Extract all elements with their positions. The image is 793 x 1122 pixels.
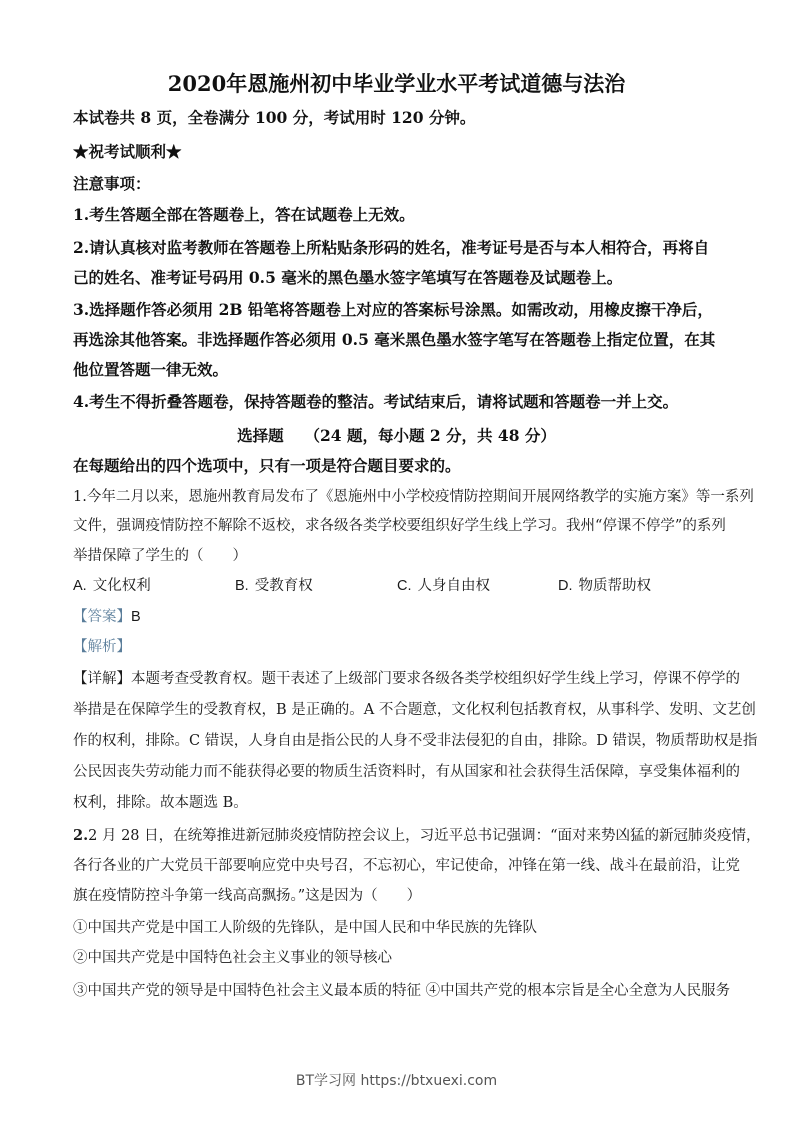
option-text: 文化权利 (92, 578, 151, 594)
question-2-line: 旗在疫情防控斗争第一线高高飘扬。”这是因为（ ） (73, 888, 422, 904)
question-number: 2. (73, 827, 89, 844)
question-1-line: 举措保障了学生的（ ） (73, 548, 247, 564)
notice-item: 1.考生答题全部在答题卷上，答在试题卷上无效。 (73, 205, 415, 224)
option-b (235, 576, 313, 596)
question-2-line (73, 826, 761, 846)
notice-heading: 注意事项： (73, 174, 151, 193)
exam-intro: 本试卷共 8 页，全卷满分 100 分，考试用时 120 分钟。 (73, 108, 476, 127)
question-text: 2 月 28 日，在统筹推进新冠肺炎疫情防控会议上，习近平总书记强调：“面对来势凶猛的新冠肺炎疫情， (88, 828, 761, 844)
notice-item: 他位置答题一律无效。 (73, 360, 229, 379)
option-a (73, 576, 151, 596)
detail-line: 举措是在保障学生的受教育权，B 是正确的。A 不合题意，文化权利包括教育权，从事科学、发明、文艺创 (73, 702, 756, 718)
question-1-line: 文件，强调疫情防控不解除不返校，求各级各类学校要组织好学生线上学习。我州“停课不停学”的系列 (73, 518, 726, 534)
statement-item: ①中国共产党是中国工人阶级的先锋队，是中国人民和中华民族的先锋队 (73, 920, 537, 936)
section-heading: 选择题 （24 题，每小题 2 分，共 48 分） (237, 426, 556, 445)
notice-item: 2.请认真核对监考教师在答题卷上所粘贴条形码的姓名，准考证号是否与本人相符合，再将自 (73, 238, 710, 257)
detail-line (73, 669, 740, 689)
section-instruction: 在每题给出的四个选项中，只有一项是符合题目要求的。 (73, 456, 461, 475)
detail-text: 本题考查受教育权。题干表述了上级部门要求各级各类学校组织好学生线上学习，停课不停学的 (131, 671, 740, 687)
notice-item: 4.考生不得折叠答题卷，保持答题卷的整洁。考试结束后，请将试题和答题卷一并上交。 (73, 392, 679, 411)
page-title: 2020年恩施州初中毕业学业水平考试道德与法治 (167, 71, 626, 96)
option-text: 人身自由权 (417, 578, 490, 594)
notice-item: 3.选择题作答必须用 2B 铅笔将答题卷上对应的答案标号涂黑。如需改动，用橡皮擦干净后， (73, 300, 713, 319)
notice-item: 己的姓名、准考证号码用 0.5 毫米的黑色墨水签字笔填写在答题卷及试题卷上。 (73, 268, 623, 287)
detail-line: 公民因丧失劳动能力而不能获得必要的物质生活资料时，有从国家和社会获得生活保障，享受集体福利的 (73, 764, 740, 780)
analysis-label: 【解析】 (73, 639, 131, 655)
detail-line: 权利，排除。故本题选 B。 (73, 795, 248, 811)
analysis-line (73, 637, 723, 657)
option-key: A. (73, 578, 87, 594)
option-text: 物质帮助权 (578, 578, 651, 594)
answer-value: B (131, 609, 141, 625)
question-1-line: 1.今年二月以来，恩施州教育局发布了《恩施州中小学校疫情防控期间开展网络教学的实施方案》等一系列 (73, 489, 754, 505)
option-key: C. (397, 578, 412, 594)
statement-item: ③中国共产党的领导是中国特色社会主义最本质的特征 ④中国共产党的根本宗旨是全心全意为人民服务 (73, 983, 731, 999)
footer-watermark: BT学习网 https://btxuexi.com (295, 1073, 498, 1089)
exam-wish: ★祝考试顺利★ (73, 142, 182, 161)
statement-item: ②中国共产党是中国特色社会主义事业的领导核心 (73, 950, 392, 966)
option-d (558, 576, 651, 596)
option-key: D. (558, 578, 573, 594)
notice-item: 再选涂其他答案。非选择题作答必须用 0.5 毫米黑色墨水签字笔写在答题卷上指定位置，在其 (73, 330, 716, 349)
answer-line (73, 607, 723, 627)
detail-line: 作的权利，排除。C 错误，人身自由是指公民的人身不受非法侵犯的自由，排除。D 错误，物质帮助权是指 (73, 733, 758, 749)
option-c (397, 576, 490, 596)
option-text: 受教育权 (254, 578, 313, 594)
detail-label: 【详解】 (73, 671, 131, 687)
question-2-line: 各行各业的广大党员干部要响应党中央号召，不忘初心，牢记使命，冲锋在第一线、战斗在最前沿，让党 (73, 858, 740, 874)
answer-label: 【答案】 (73, 609, 131, 625)
option-key: B. (235, 578, 249, 594)
